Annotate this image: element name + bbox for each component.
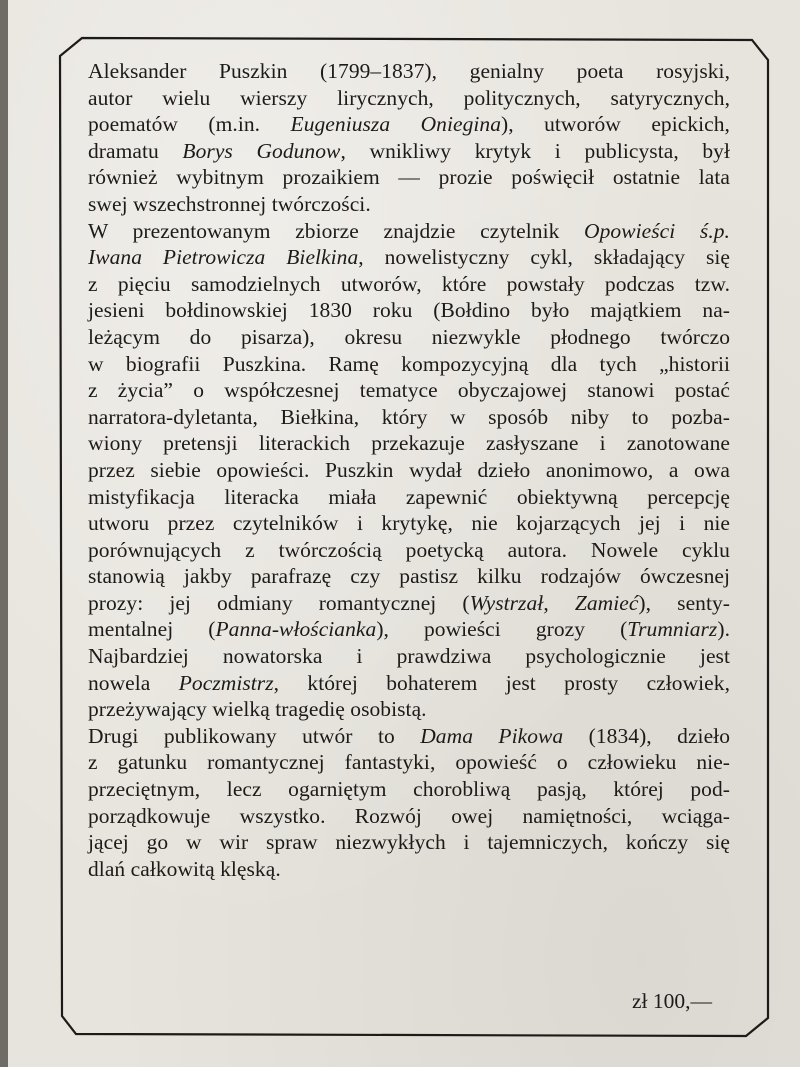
text-run: prozy: jej odmiany romantycznej ( (88, 590, 470, 615)
text-line (88, 616, 730, 643)
text-run: ), utworów epickich, (501, 112, 730, 137)
text-run: stanowią jakby parafrazę czy pastisz kilku rodzajów ówczesnej (88, 564, 730, 589)
text-run: Aleksander Puszkin (1799–1837), genialny poeta rosyjski, (88, 59, 730, 83)
text-line (88, 58, 730, 85)
text-run: , (543, 590, 575, 615)
text-run: utworu przez czytelników i krytykę, nie kojarzących jej i nie (88, 511, 730, 536)
text-run: poematów (m.in. (88, 112, 291, 137)
text-line (88, 164, 730, 191)
text-run: dramatu (88, 138, 183, 163)
text-run: swej wszechstronnej twórczości. (88, 191, 371, 216)
text-line (88, 670, 730, 697)
text-line (88, 111, 730, 138)
text-line (88, 271, 730, 298)
text-line (88, 484, 730, 511)
paragraph (88, 723, 730, 883)
text-line (88, 510, 730, 537)
text-line (88, 749, 730, 776)
text-run: ), senty- (638, 590, 730, 615)
text-line (88, 856, 730, 883)
text-run: wiony pretensji literackich przekazuje zasłyszane i zanotowane (88, 431, 730, 456)
text-run: Najbardziej nowatorska i prawdziwa psychologicznie jest (88, 644, 730, 669)
text-line (88, 218, 730, 245)
text-run: Drugi publikowany utwór to (88, 723, 421, 748)
text-run: również wybitnym prozaikiem — prozie poświęcił ostatnie lata (88, 165, 730, 190)
text-line (88, 723, 730, 750)
text-run: autor wielu wierszy lirycznych, politycznych, satyrycznych, (88, 85, 730, 110)
text-run: przeciętnym, lecz ogarniętym chorobliwą pasją, której pod- (88, 777, 730, 802)
text-run: , której bohaterem jest prosty człowiek, (273, 670, 731, 695)
text-run: ), powieści grozy ( (376, 617, 628, 642)
text-run: nowela (88, 670, 179, 695)
text-run: z gatunku romantycznej fantastyki, opowieść o człowieku nie- (88, 750, 730, 775)
text-run: mentalnej ( (88, 617, 216, 642)
text-run: z życia” o współczesnej tematyce obyczajowej stanowi postać (88, 378, 730, 403)
text-line (88, 404, 730, 431)
text-line (88, 351, 730, 378)
italic-title: Trumniarz (627, 617, 718, 642)
blurb-text (88, 58, 730, 882)
text-line (88, 457, 730, 484)
text-run: , nowelistyczny cykl, składający się (358, 245, 730, 270)
text-line (88, 324, 730, 351)
italic-title: Zamieć (574, 590, 639, 615)
text-run: , wnikliwy krytyk i publicysta, był (340, 138, 730, 163)
text-line (88, 696, 730, 723)
text-run: z pięciu samodzielnych utworów, które powstały podczas tzw. (88, 271, 730, 296)
italic-title: Eugeniusza Oniegina (290, 112, 502, 137)
text-line (88, 138, 730, 165)
text-run: dlań całkowitą klęską. (88, 856, 281, 881)
text-line (88, 776, 730, 803)
italic-title: Opowieści ś.p. (584, 218, 730, 243)
paragraph (88, 58, 730, 218)
text-line (88, 244, 730, 271)
italic-title: Panna-włościanka (215, 617, 377, 642)
text-run: porównujących z twórczością poetycką autora. Nowele cyklu (88, 537, 730, 562)
text-line (88, 85, 730, 112)
text-line (88, 590, 730, 617)
text-line (88, 430, 730, 457)
text-run: jącej go w wir spraw niezwykłych i tajemniczych, kończy się (88, 830, 730, 855)
text-run: jesieni bołdinowskiej 1830 roku (Bołdino było majątkiem na- (88, 298, 730, 323)
text-line (88, 563, 730, 590)
price-label: zł 100,— (632, 989, 713, 1013)
text-line (88, 377, 730, 404)
italic-title: Wystrzał (469, 590, 544, 615)
text-line (88, 803, 730, 830)
text-run: przez siebie opowieści. Puszkin wydał dzieło anonimowo, a owa (88, 457, 730, 482)
text-run: narratora-dyletanta, Biełkina, który w sposób niby to pozba- (88, 404, 730, 429)
text-line (88, 297, 730, 324)
text-line (88, 537, 730, 564)
italic-title: Borys Godunow (182, 138, 341, 163)
text-run: mistyfikacja literacka miała zapewnić obiektywną percepcję (88, 484, 730, 509)
italic-title: Poczmistrz (178, 670, 274, 695)
italic-title: Dama Pikowa (420, 723, 564, 748)
text-run: (1834), dzieło (563, 723, 730, 748)
text-run: w biografii Puszkina. Ramę kompozycyjną dla tych „historii (88, 351, 730, 376)
text-run: leżącym do pisarza), okresu niezwykle płodnego twórczo (88, 324, 730, 349)
paragraph (88, 218, 730, 723)
text-run: ). (717, 617, 730, 642)
text-run: W prezentowanym zbiorze znajdzie czytelnik (88, 218, 585, 243)
text-run: przeżywający wielką tragedię osobistą. (88, 697, 427, 722)
italic-title: Iwana Pietrowicza Bielkina (88, 245, 359, 270)
text-line (88, 643, 730, 670)
text-run: porządkowuje wszystko. Rozwój owej namiętności, wciąga- (88, 803, 730, 828)
text-line (88, 829, 730, 856)
text-line (88, 191, 730, 218)
